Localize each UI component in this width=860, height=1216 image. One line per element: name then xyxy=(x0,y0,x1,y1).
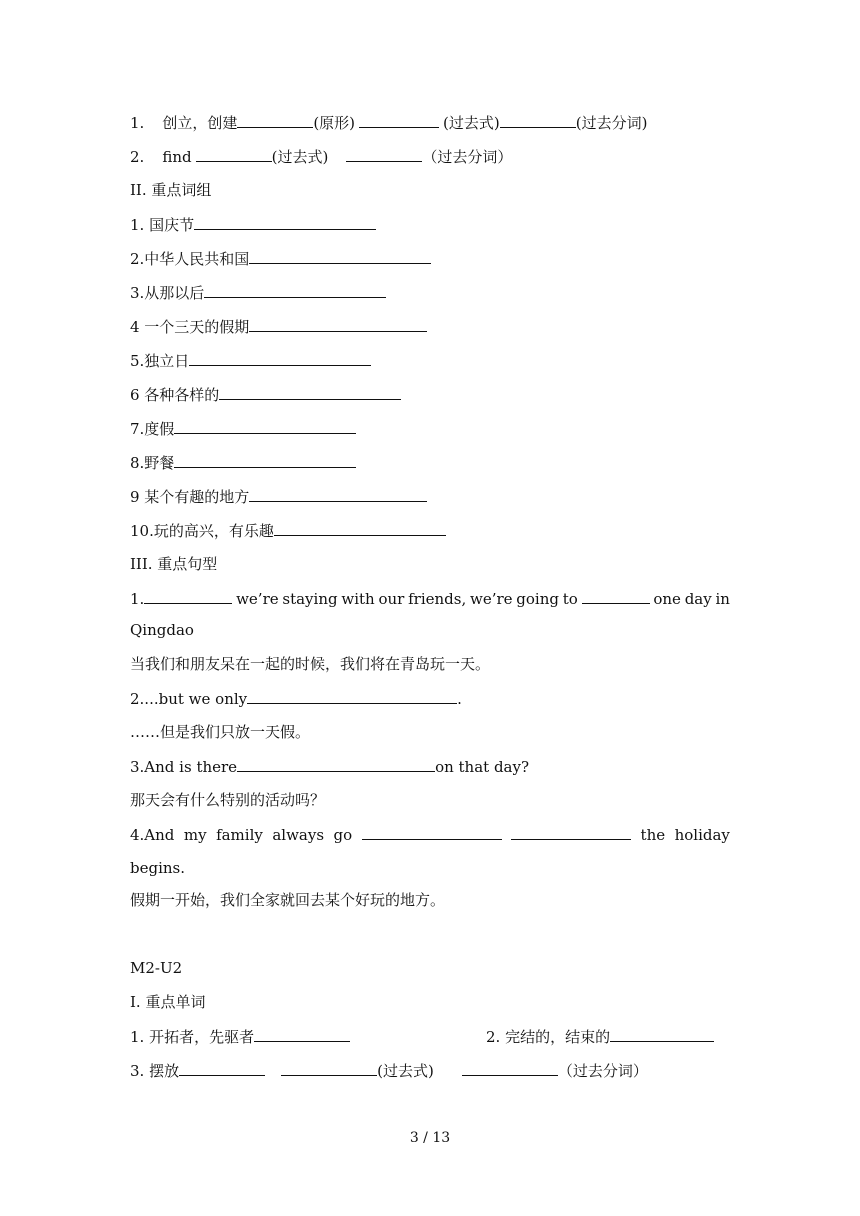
word: in xyxy=(715,590,730,608)
form-label: (过去分词) xyxy=(575,114,648,132)
answer-blank[interactable] xyxy=(281,1060,377,1076)
item-text: 创立，创建 xyxy=(162,114,238,132)
phrase-text: 4 一个三天的假期 xyxy=(130,318,250,336)
word-text: 3. 摆放 xyxy=(130,1062,180,1080)
answer-blank[interactable] xyxy=(249,248,431,264)
word: day xyxy=(684,590,712,608)
answer-blank[interactable] xyxy=(249,316,427,332)
word-text: 1. 开拓者，先驱者 xyxy=(130,1028,255,1046)
word-row-1 xyxy=(130,1026,730,1046)
phrase-item xyxy=(130,316,730,336)
word: one xyxy=(653,590,681,608)
answer-blank[interactable] xyxy=(237,756,435,772)
answer-blank[interactable] xyxy=(174,452,356,468)
sentence-text: 2....but we only xyxy=(130,690,248,708)
sentence-1-translation: 当我们和朋友呆在一起的时候，我们将在青岛玩一天。 xyxy=(130,655,491,673)
answer-blank[interactable] xyxy=(219,384,401,400)
answer-blank[interactable] xyxy=(144,588,232,604)
phrase-item xyxy=(130,520,730,540)
word: holiday xyxy=(674,826,730,844)
phrase-item xyxy=(130,384,730,404)
answer-blank[interactable] xyxy=(500,112,576,128)
phrase-item xyxy=(130,248,730,268)
section-heading: I. 重点单词 xyxy=(130,993,206,1011)
answer-blank[interactable] xyxy=(582,588,650,604)
answer-blank[interactable] xyxy=(204,282,386,298)
sentence-4-translation: 假期一开始，我们全家就回去某个好玩的地方。 xyxy=(130,891,446,909)
word: our xyxy=(378,590,405,608)
form-label: (过去式) xyxy=(271,148,329,166)
phrase-item xyxy=(130,486,730,506)
word: the xyxy=(640,826,666,844)
word: going xyxy=(516,590,559,608)
sentence-start xyxy=(130,588,232,609)
form-label: （过去分词） xyxy=(557,1062,648,1080)
sentence-text: 3.And is there xyxy=(130,758,238,776)
word-text: 2. 完结的，结束的 xyxy=(486,1028,611,1046)
phrase-text: 7.度假 xyxy=(130,420,175,438)
sentence-1-continued: Qingdao xyxy=(130,621,194,639)
phrase-item xyxy=(130,214,730,234)
section-heading: II. 重点词组 xyxy=(130,181,212,199)
phrase-text: 3.从那以后 xyxy=(130,284,205,302)
phrase-text: 2.中华人民共和国 xyxy=(130,250,250,268)
item-number: 1. xyxy=(130,114,145,132)
word: always xyxy=(272,826,325,844)
answer-blank[interactable] xyxy=(511,824,631,840)
phrase-item xyxy=(130,418,730,438)
word: we’re xyxy=(236,590,279,608)
word: go xyxy=(333,826,353,844)
phrase-text: 10.玩的高兴，有乐趣 xyxy=(130,522,274,540)
sentence-end: on that day? xyxy=(435,758,530,776)
word: with xyxy=(341,590,375,608)
verb-item-1 xyxy=(130,112,730,132)
word: staying xyxy=(282,590,338,608)
answer-blank[interactable] xyxy=(189,350,371,366)
word: to xyxy=(562,590,578,608)
phrase-text: 8.野餐 xyxy=(130,454,175,472)
sentence-2 xyxy=(130,688,730,708)
answer-blank[interactable] xyxy=(179,1060,265,1076)
phrase-item xyxy=(130,452,730,472)
page-number: 3 / 13 xyxy=(409,1130,451,1146)
word: my xyxy=(183,826,207,844)
section-heading: III. 重点句型 xyxy=(130,555,218,573)
phrase-text: 1. 国庆节 xyxy=(130,216,195,234)
word-item-2 xyxy=(486,1026,714,1047)
verb-item-2 xyxy=(130,146,730,166)
answer-blank[interactable] xyxy=(346,146,422,162)
sentence-3-translation: 那天会有什么特别的活动吗？ xyxy=(130,791,326,809)
sentence-3 xyxy=(130,756,730,776)
item-text: find xyxy=(162,148,192,166)
answer-blank[interactable] xyxy=(254,1026,350,1042)
answer-blank[interactable] xyxy=(462,1060,558,1076)
form-label: (过去式) xyxy=(377,1062,434,1080)
word: family xyxy=(216,826,263,844)
answer-blank[interactable] xyxy=(359,112,439,128)
phrase-item xyxy=(130,350,730,370)
form-label: (过去式) xyxy=(443,114,500,132)
answer-blank[interactable] xyxy=(174,418,356,434)
answer-blank[interactable] xyxy=(196,146,272,162)
answer-blank[interactable] xyxy=(610,1026,714,1042)
answer-blank[interactable] xyxy=(249,486,427,502)
phrase-text: 9 某个有趣的地方 xyxy=(130,488,250,506)
item-number: 2. xyxy=(130,148,145,166)
phrase-text: 5.独立日 xyxy=(130,352,190,370)
sentence-4-continued: begins. xyxy=(130,859,186,877)
form-label: （过去分词） xyxy=(422,148,513,166)
word-row-2 xyxy=(130,1060,730,1080)
answer-blank[interactable] xyxy=(362,824,502,840)
answer-blank[interactable] xyxy=(194,214,376,230)
sentence-4 xyxy=(130,824,730,844)
phrase-text: 6 各种各样的 xyxy=(130,386,220,404)
sentence-2-translation: ……但是我们只放一天假。 xyxy=(130,723,311,741)
answer-blank[interactable] xyxy=(274,520,446,536)
answer-blank[interactable] xyxy=(237,112,313,128)
word: 4.And xyxy=(130,826,175,844)
unit-title: M2-U2 xyxy=(130,959,183,977)
phrase-item xyxy=(130,282,730,302)
form-label: (原形) xyxy=(313,114,356,132)
word: we’re xyxy=(469,590,513,608)
item-number: 1. xyxy=(130,590,145,608)
sentence-end: . xyxy=(457,690,462,708)
word: friends, xyxy=(408,590,467,608)
sentence-1 xyxy=(130,588,730,608)
answer-blank[interactable] xyxy=(247,688,457,704)
